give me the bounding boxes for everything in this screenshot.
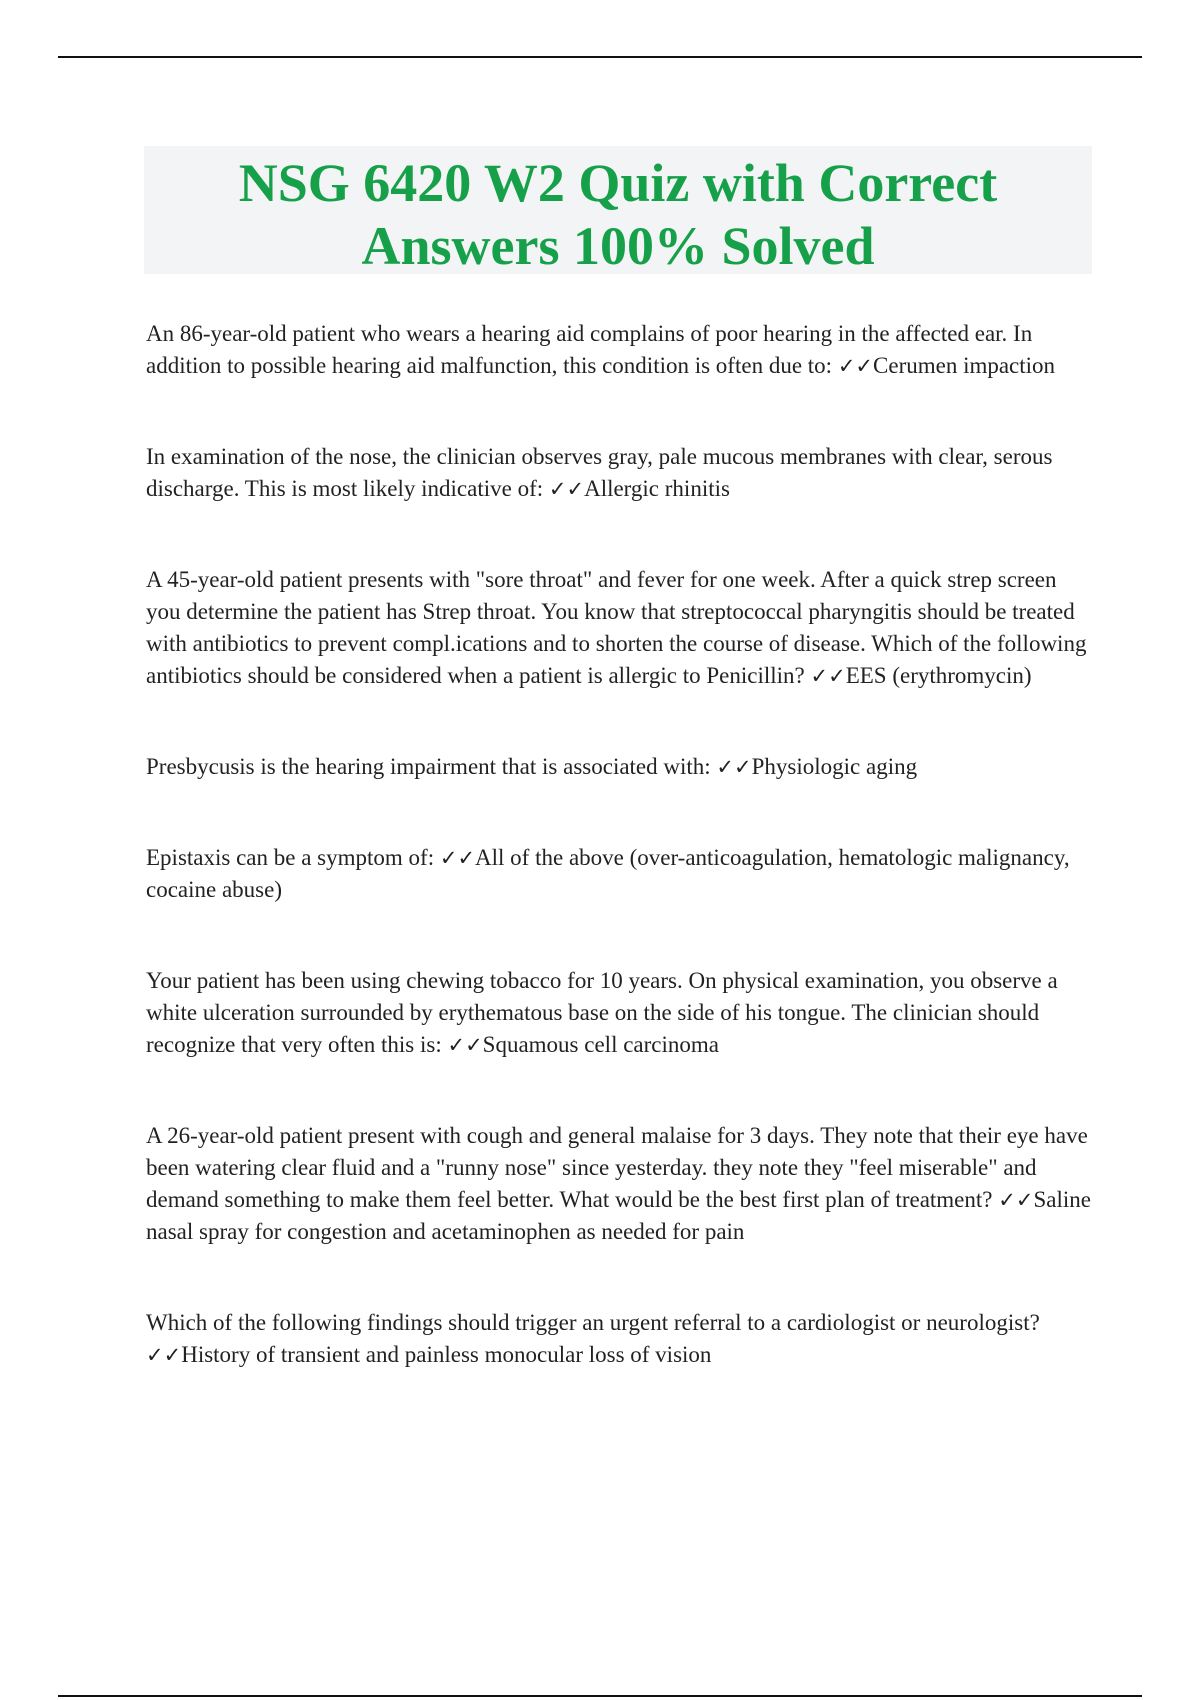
check-mark-icon: ✓✓ [548, 477, 585, 501]
question-text: A 26-year-old patient present with cough and general malaise for 3 days. They note that their eye have been watering clear fluid and a "runny nose" since yesterday. they note they "feel miserable" and demand something to make them feel better. What would be the best first plan of treatment? [146, 1123, 1088, 1212]
answer-text: Cerumen impaction [873, 353, 1056, 378]
answer-text: EES (erythromycin) [845, 663, 1032, 688]
question-item [146, 564, 1096, 692]
check-mark-icon: ✓✓ [998, 1188, 1034, 1212]
question-text: A 45-year-old patient presents with "sore throat" and fever for one week. After a quick strep screen you determine the patient has Strep throat. You know that streptococcal pharyngitis should be treated with antibiotics to prevent compl.ications and to shorten the course of disease. Which of the following antibiotics should be considered when a patient is allergic to Penicillin? [146, 567, 1087, 688]
question-item [146, 965, 1096, 1061]
check-mark-icon: ✓✓ [837, 354, 874, 378]
question-item [146, 318, 1096, 382]
top-rule [58, 56, 1142, 58]
question-item [146, 751, 1096, 783]
answer-text: All of the above (over-anticoagulation, hematologic malignancy, cocaine abuse) [146, 845, 1070, 902]
bottom-rule [58, 1695, 1142, 1697]
question-item [146, 842, 1096, 906]
answer-text: Squamous cell carcinoma [482, 1032, 719, 1057]
check-mark-icon: ✓✓ [810, 664, 846, 688]
question-item [146, 1307, 1096, 1371]
answer-text: History of transient and painless monocular loss of vision [181, 1342, 712, 1367]
answer-text: Saline nasal spray for congestion and acetaminophen as needed for pain [146, 1187, 1091, 1244]
check-mark-icon: ✓✓ [146, 1343, 182, 1367]
question-text: Epistaxis can be a symptom of: [146, 845, 440, 870]
question-list [146, 318, 1096, 1371]
check-mark-icon: ✓✓ [716, 755, 752, 779]
question-item [146, 441, 1096, 505]
question-text: Presbycusis is the hearing impairment that is associated with: [146, 754, 717, 779]
check-mark-icon: ✓✓ [439, 846, 476, 870]
title-banner [144, 146, 1092, 274]
question-text: Which of the following findings should trigger an urgent referral to a cardiologist or neurologist? [146, 1310, 1040, 1335]
question-text: Your patient has been using chewing tobacco for 10 years. On physical examination, you observe a white ulceration surrounded by erythematous base on the side of his tongue. The clinician should recognize that very often this is: [146, 968, 1058, 1057]
question-item [146, 1120, 1096, 1248]
answer-text: Physiologic aging [751, 754, 918, 779]
question-text: In examination of the nose, the clinician observes gray, pale mucous membranes with clear, serous discharge. This is most likely indicative of: [146, 444, 1053, 501]
check-mark-icon: ✓✓ [447, 1033, 483, 1057]
question-text: An 86-year-old patient who wears a hearing aid complains of poor hearing in the affected ear. In addition to possible hearing aid malfunction, this condition is often due to: [146, 321, 1033, 378]
page-title: NSG 6420 W2 Quiz with Correct Answers 100% Solved [238, 153, 998, 276]
answer-text: Allergic rhinitis [584, 476, 730, 501]
